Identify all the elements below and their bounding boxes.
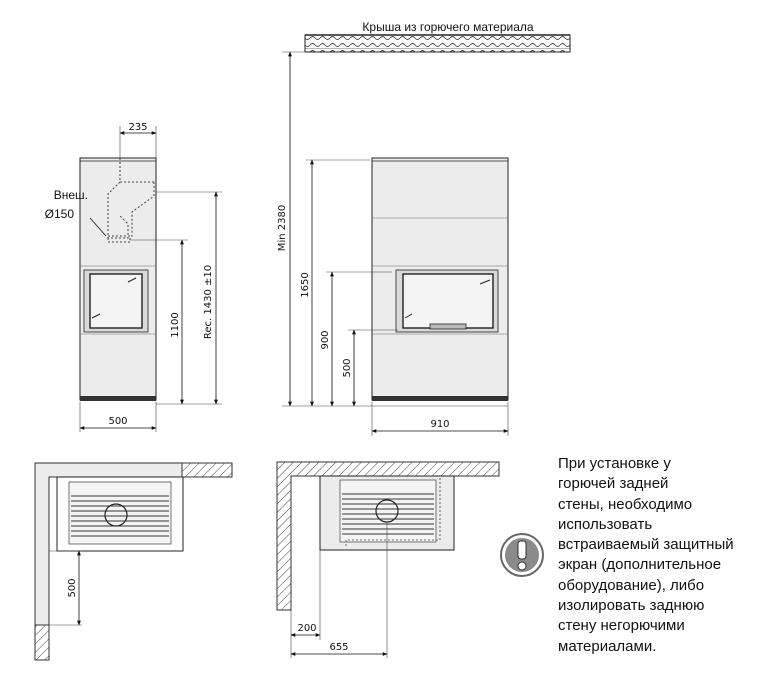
side-door-glass [90,274,142,328]
svg-text:655: 655 [329,642,349,653]
svg-text:500: 500 [108,416,128,427]
note-line: встраиваемый защитный [558,536,734,554]
svg-text:200: 200 [297,623,317,634]
side-elevation [45,122,222,432]
note-line: изолировать заднюю [558,597,705,615]
front-door-glass [403,274,493,328]
roof [305,20,570,52]
roof-label: Крыша из горючего материала [362,20,534,34]
svg-text:500: 500 [67,578,78,598]
installation-note [558,454,758,657]
exclamation-icon [501,534,543,576]
svg-text:900: 900 [320,330,331,350]
svg-text:500: 500 [342,358,353,378]
plan-corner [35,463,232,660]
plan-wall [277,462,499,658]
svg-text:Rec. 1430 ±10: Rec. 1430 ±10 [203,264,214,340]
note-line: материалами. [558,637,657,655]
note-line: стену негорючими [558,617,685,635]
note-line: горючей задней [558,475,669,493]
outlet-label-line2: Ø150 [44,207,74,221]
note-line: использовать [558,515,653,533]
outlet-label-line1: Внеш. [53,188,88,202]
note-line: оборудование), либо [558,576,705,594]
front-elevation [277,52,508,436]
svg-text:235: 235 [128,122,148,133]
note-line: При установке у [558,455,671,472]
note-line: экран (дополнительное [558,556,722,574]
svg-text:910: 910 [430,419,450,430]
svg-text:1100: 1100 [170,312,181,338]
svg-text:Min 2380: Min 2380 [277,204,288,252]
svg-text:1650: 1650 [300,272,311,298]
note-line: стены, необходимо [558,495,693,513]
